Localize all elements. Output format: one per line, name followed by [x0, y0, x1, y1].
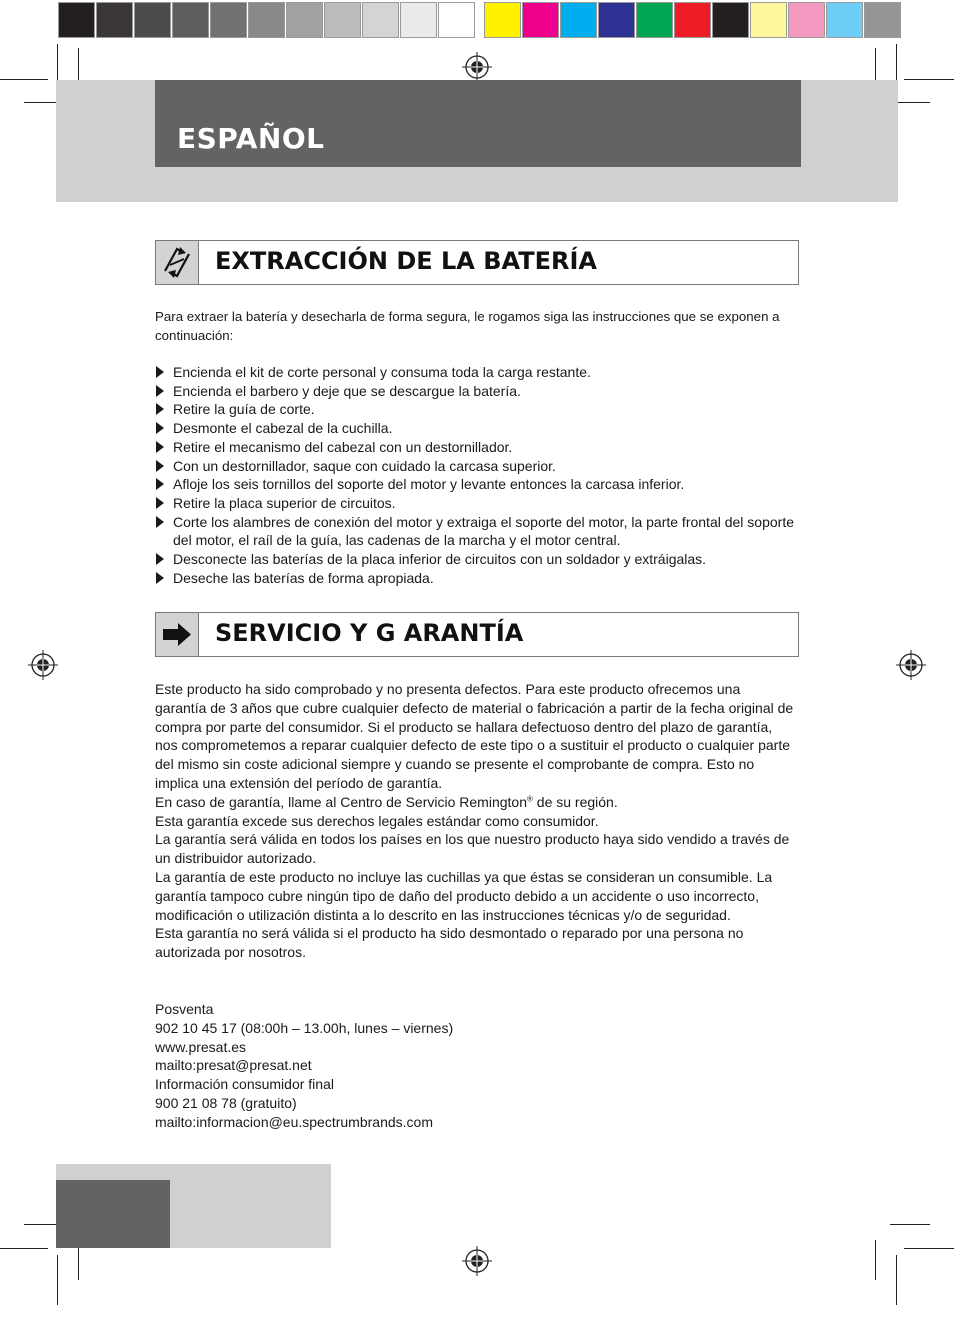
consumer-phone: 900 21 08 78 (gratuito): [155, 1094, 297, 1111]
warranty-paragraph: Este producto ha sido comprobado y no presenta defectos. Para este producto ofrecemos una garantía de 3 años que cubre cualquier defecto de material o fabricación a partir de la fecha original de compra por parte del consumidor. Si el producto se hallara defectuoso dentro del plazo de garantía, nos comprometemos a reparar cualquier defecto de este tipo o a sustituir el producto o cualquier parte del mismo sin coste adicional siempre y cuando se presente el comprobante de compra. Esto no implica una extensión del período de garantía.: [155, 681, 794, 791]
battery-recycle-icon: [156, 241, 199, 284]
crop-mark: [896, 44, 897, 84]
battery-removal-title: EXTRACCIÓN DE LA BATERÍA: [215, 247, 597, 275]
warranty-section-header: [155, 612, 799, 657]
language-title: ESPAÑOL: [177, 122, 325, 155]
language-banner: [155, 80, 801, 167]
color-swatch: [134, 2, 171, 38]
crop-mark: [0, 79, 48, 80]
crop-mark: [57, 44, 58, 84]
color-swatch: [248, 2, 285, 38]
list-item: Retire la placa superior de circuitos.: [155, 494, 800, 513]
registration-mark-icon: [462, 52, 492, 82]
posventa-phone: 902 10 45 17 (08:00h – 13.00h, lunes – viernes): [155, 1019, 454, 1036]
color-swatch: [286, 2, 323, 38]
list-item: Afloje los seis tornillos del soporte del motor y levante entonces la carcasa inferior.: [155, 475, 800, 494]
color-swatch: [210, 2, 247, 38]
list-item: Desmonte el cabezal de la cuchilla.: [155, 419, 800, 438]
contact-block: [155, 1000, 453, 1132]
color-swatch: [636, 2, 673, 38]
list-item: Deseche las baterías de forma apropiada.: [155, 569, 800, 588]
warranty-text: [155, 680, 795, 962]
warranty-service-line: En caso de garantía, llame al Centro de Servicio Remington® de su región.: [155, 793, 618, 810]
list-item: Encienda el kit de corte personal y consuma toda la carga restante.: [155, 363, 800, 382]
consumer-email-link[interactable]: mailto:informacion@eu.spectrumbrands.com: [155, 1113, 433, 1130]
crop-mark: [896, 1255, 897, 1305]
color-swatch: [788, 2, 825, 38]
color-swatch: [484, 2, 521, 38]
battery-removal-section-header: [155, 240, 799, 285]
arrow-right-icon: [156, 613, 199, 656]
process-color-bar: [484, 2, 902, 38]
color-swatch: [826, 2, 863, 38]
consumer-info-label: Información consumidor final: [155, 1076, 334, 1093]
color-swatch: [750, 2, 787, 38]
website-link[interactable]: www.presat.es: [155, 1038, 247, 1055]
color-swatch: [864, 2, 901, 38]
registration-mark-icon: [896, 650, 926, 680]
color-swatch: [438, 2, 475, 38]
registration-mark-icon: [462, 1246, 492, 1276]
crop-mark: [890, 1224, 930, 1225]
registration-mark-icon: [28, 650, 58, 680]
grayscale-color-bar: [58, 2, 476, 38]
posventa-email-link[interactable]: mailto:presat@presat.net: [155, 1057, 312, 1074]
color-swatch: [172, 2, 209, 38]
color-swatch: [560, 2, 597, 38]
crop-mark: [0, 1248, 48, 1249]
list-item: Retire el mecanismo del cabezal con un destornillador.: [155, 438, 800, 457]
posventa-label: Posventa: [155, 1001, 214, 1017]
color-swatch: [674, 2, 711, 38]
crop-mark: [875, 1240, 876, 1280]
color-swatch: [362, 2, 399, 38]
color-swatch: [712, 2, 749, 38]
color-swatch: [400, 2, 437, 38]
color-swatch: [58, 2, 95, 38]
color-swatch: [598, 2, 635, 38]
warranty-title: SERVICIO Y G ARANTÍA: [215, 619, 524, 647]
warranty-paragraph: La garantía de este producto no incluye las cuchillas ya que éstas se consideran un consumible. La garantía tampoco cubre ningún tipo de daño del producto debido a un accidente o uso incorrecto, modificación o utilización distinta a lo descrito en las instrucciones técnicas y/o de seguridad.: [155, 868, 773, 923]
color-swatch: [96, 2, 133, 38]
list-item: Encienda el barbero y deje que se descargue la batería.: [155, 382, 800, 401]
battery-removal-steps: [155, 363, 800, 587]
list-item: Desconecte las baterías de la placa inferior de circuitos con un soldador y extráigalas.: [155, 550, 800, 569]
crop-mark: [57, 1255, 58, 1305]
color-swatch: [522, 2, 559, 38]
list-item: Retire la guía de corte.: [155, 400, 800, 419]
list-item: Con un destornillador, saque con cuidado la carcasa superior.: [155, 457, 800, 476]
battery-removal-intro: Para extraer la batería y desecharla de forma segura, le rogamos siga las instrucciones que se exponen a continuación:: [155, 309, 780, 343]
page-number-block: [56, 1180, 170, 1248]
crop-mark: [904, 1248, 954, 1249]
list-item: Corte los alambres de conexión del motor y extraiga el soporte del motor, la parte frontal del soporte del motor, el raíl de la guía, las cadenas de la marcha y el motor central.: [155, 513, 800, 550]
warranty-paragraph: Esta garantía no será válida si el producto ha sido desmontado o reparado por una persona no autorizada por nosotros.: [155, 925, 744, 961]
crop-mark: [904, 79, 954, 80]
color-swatch: [324, 2, 361, 38]
warranty-paragraph: Esta garantía excede sus derechos legales estándar como consumidor.: [155, 812, 599, 829]
warranty-paragraph: La garantía será válida en todos los países en los que nuestro producto haya sido vendido a través de un distribuidor autorizado.: [155, 831, 790, 867]
